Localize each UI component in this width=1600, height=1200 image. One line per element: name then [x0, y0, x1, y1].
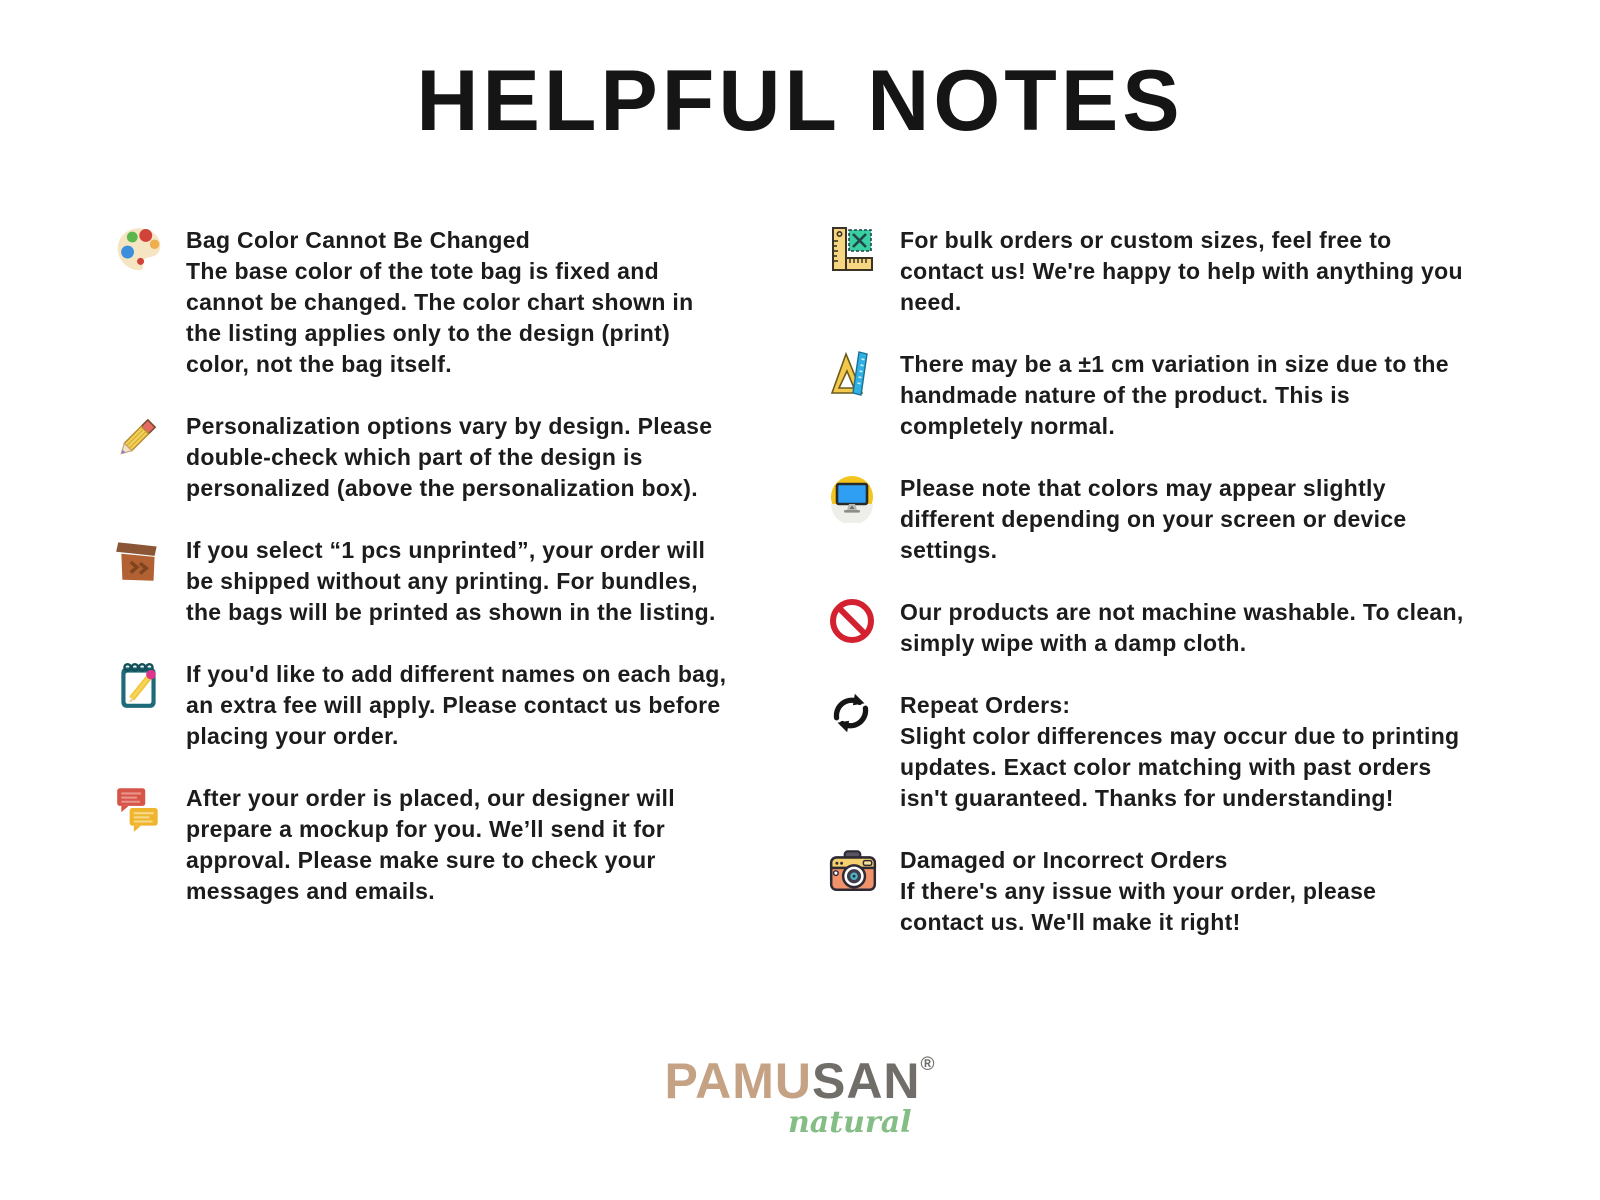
- note-body: If there's any issue with your order, please contact us. We'll make it right!: [900, 878, 1377, 935]
- note-damaged-orders: [826, 845, 1466, 938]
- brand-name-secondary: SAN: [811, 1053, 921, 1109]
- palette-icon: [112, 223, 168, 277]
- brand-name-primary: PAMU: [664, 1053, 812, 1109]
- brand-name: [664, 1053, 936, 1109]
- note-body: The base color of the tote bag is fixed and cannot be changed. The color chart shown in the listing applies only to the design (print) color, not the bag itself.: [186, 258, 694, 377]
- note-text: [186, 535, 730, 628]
- note-bag-color: [112, 225, 730, 380]
- note-mockup-approval: [112, 783, 730, 907]
- note-bulk-orders: [826, 225, 1466, 318]
- repeat-icon: [826, 688, 882, 738]
- note-text: [186, 411, 730, 504]
- note-unprinted: [112, 535, 730, 628]
- camera-icon: [826, 843, 882, 897]
- note-not-washable: [826, 597, 1466, 659]
- note-text: [186, 225, 730, 380]
- ruler-fabric-icon: [826, 223, 882, 275]
- note-body: If you select “1 pcs unprinted”, your order will be shipped without any printing. For bundles, the bags will be printed as shown in the listing.: [186, 537, 716, 625]
- note-repeat-orders: [826, 690, 1466, 814]
- note-body: For bulk orders or custom sizes, feel free to contact us! We're happy to help with anything you need.: [900, 227, 1463, 315]
- note-text: [900, 690, 1466, 814]
- note-different-names: [112, 659, 730, 752]
- note-size-variation: [826, 349, 1466, 442]
- note-text: [900, 349, 1466, 442]
- note-text: [186, 783, 730, 907]
- chat-bubbles-icon: [112, 781, 168, 835]
- note-body: If you'd like to add different names on each bag, an extra fee will apply. Please contact us before placing your order.: [186, 661, 727, 749]
- brand-logo: [664, 1055, 935, 1138]
- notepad-icon: [112, 657, 168, 711]
- note-body: There may be a ±1 cm variation in size due to the handmade nature of the product. This is completely normal.: [900, 351, 1449, 439]
- note-text: [900, 225, 1466, 318]
- note-screen-colors: [826, 473, 1466, 566]
- prohibited-icon: [826, 595, 882, 647]
- note-body: Please note that colors may appear slightly different depending on your screen or device settings.: [900, 475, 1407, 563]
- note-heading: Repeat Orders:: [900, 692, 1071, 718]
- monitor-icon: [826, 471, 882, 523]
- registered-trademark-symbol: ®: [920, 1054, 936, 1075]
- right-column: [826, 225, 1466, 938]
- note-text: [900, 845, 1466, 938]
- box-icon: [112, 533, 168, 587]
- notes-columns: [0, 225, 1600, 938]
- set-square-icon: [826, 347, 882, 399]
- note-body: After your order is placed, our designer will prepare a mockup for you. We’ll send it for approval. Please make sure to check your messages and emails.: [186, 785, 675, 904]
- note-heading: Damaged or Incorrect Orders: [900, 847, 1228, 873]
- note-body: Slight color differences may occur due to printing updates. Exact color matching with past orders isn't guaranteed. Thanks for understanding!: [900, 723, 1460, 811]
- note-body: Personalization options vary by design. Please double-check which part of the design is personalized (above the personalization box).: [186, 413, 713, 501]
- left-column: [112, 225, 730, 938]
- note-text: [900, 597, 1466, 659]
- pencil-icon: [112, 409, 168, 463]
- note-heading: Bag Color Cannot Be Changed: [186, 227, 531, 253]
- note-personalization: [112, 411, 730, 504]
- note-text: [900, 473, 1466, 566]
- footer: [0, 1055, 1600, 1138]
- note-text: [186, 659, 730, 752]
- brand-tagline: natural: [787, 1105, 912, 1140]
- page-title: HELPFUL NOTES: [416, 53, 1184, 149]
- note-body: Our products are not machine washable. To clean, simply wipe with a damp cloth.: [900, 599, 1464, 656]
